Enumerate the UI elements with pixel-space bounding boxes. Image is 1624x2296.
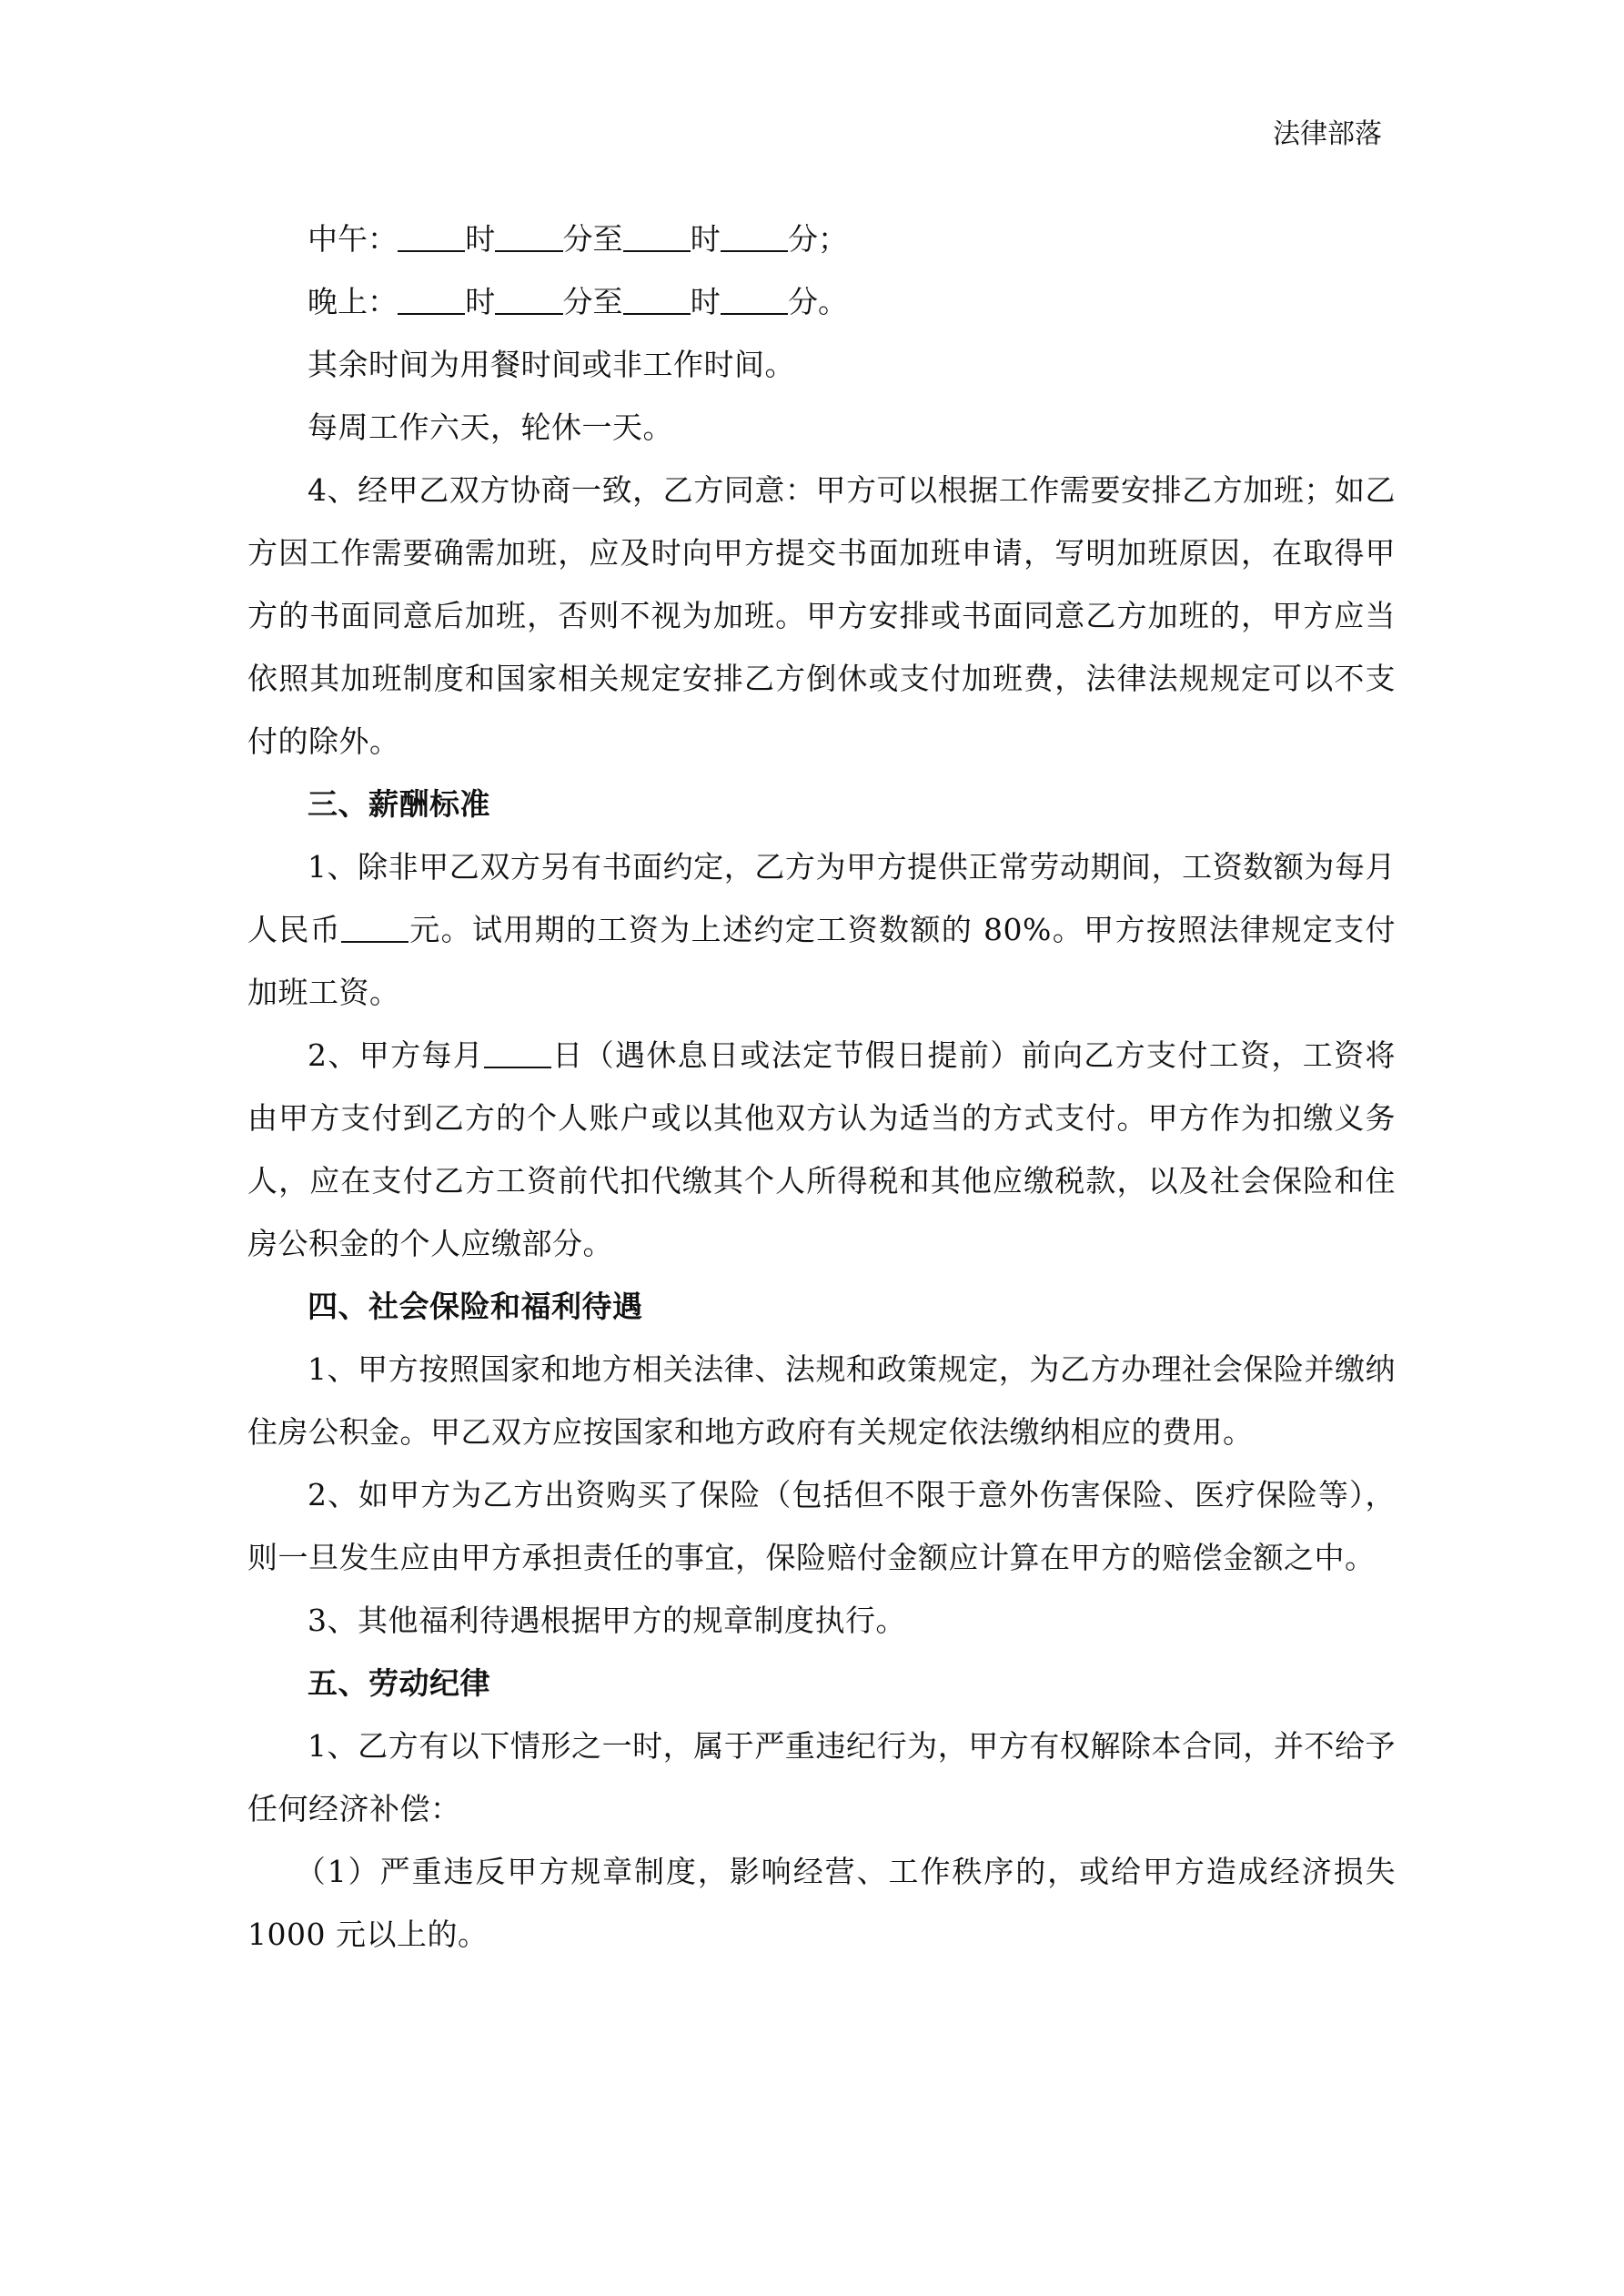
- minute-end-label: 分；: [788, 221, 848, 257]
- schedule-noon: [247, 207, 1396, 270]
- minute-to-label: 分至: [562, 221, 623, 257]
- section-heading-salary: 三、薪酬标准: [308, 786, 490, 822]
- minute-to-label: 分至: [562, 284, 623, 319]
- hour-label: 时: [465, 284, 496, 319]
- blank-field[interactable]: [721, 283, 788, 315]
- blank-field[interactable]: [721, 220, 788, 252]
- blank-field[interactable]: [495, 283, 562, 315]
- blank-field[interactable]: [398, 283, 465, 315]
- section-heading-insurance: 四、社会保险和福利待遇: [308, 1289, 643, 1324]
- blank-field[interactable]: [484, 1037, 551, 1068]
- schedule-evening: [247, 270, 1396, 333]
- paragraph-rest-time: 其余时间为用餐时间或非工作时间。: [308, 347, 795, 382]
- evening-label: 晚上：: [308, 284, 398, 319]
- payday-text-a: 2、甲方每月: [308, 1037, 485, 1073]
- hour-label: 时: [690, 221, 721, 257]
- paragraph-salary-payday: [247, 1024, 1396, 1275]
- header-brand: 法律部落: [1273, 118, 1382, 150]
- salary-text-b: 元。试用期的工资为上述约定工资数额的 80%。甲方按照法律规定支付加班工资。: [247, 912, 1396, 1010]
- payday-text-b: 日（遇休息日或法定节假日提前）前向乙方支付工资，工资将由甲方支付到乙方的个人账户或以其他双方认为适当的方式支付。甲方作为扣缴义务人，应在支付乙方工资前代扣代缴其个人所得税和其他应缴税款，以及社会保险和住房公积金的个人应缴部分。: [247, 1037, 1397, 1261]
- paragraph-insurance-3: 3、其他福利待遇根据甲方的规章制度执行。: [308, 1603, 906, 1638]
- salary-text-a: 1、除非甲乙双方另有书面约定，乙方为甲方提供正常劳动期间，工资数额为每月人民币: [247, 849, 1396, 947]
- paragraph-discipline-1-1: （1）严重违反甲方规章制度，影响经营、工作秩序的，或给甲方造成经济损失 1000 元以上的。: [247, 1854, 1396, 1952]
- blank-field[interactable]: [623, 220, 691, 252]
- paragraph-insurance-1: 1、甲方按照国家和地方相关法律、法规和政策规定，为乙方办理社会保险并缴纳住房公积金。甲乙双方应按国家和地方政府有关规定依法缴纳相应的费用。: [247, 1351, 1396, 1450]
- hour-label: 时: [690, 284, 721, 319]
- noon-label: 中午：: [308, 221, 398, 257]
- minute-end-label: 分。: [788, 284, 848, 319]
- blank-field[interactable]: [495, 220, 562, 252]
- paragraph-overtime: 4、经甲乙双方协商一致，乙方同意：甲方可以根据工作需要安排乙方加班；如乙方因工作需要确需加班，应及时向甲方提交书面加班申请，写明加班原因，在取得甲方的书面同意后加班，否则不视为加班。甲方安排或书面同意乙方加班的，甲方应当依照其加班制度和国家相关规定安排乙方倒休或支付加班费，法律法规规定可以不支付的除外。: [247, 472, 1396, 759]
- document-body: [247, 207, 1396, 1966]
- paragraph-discipline-1: 1、乙方有以下情形之一时，属于严重违纪行为，甲方有权解除本合同，并不给予任何经济补偿：: [247, 1728, 1396, 1826]
- paragraph-salary-amount: [247, 835, 1396, 1024]
- section-heading-discipline: 五、劳动纪律: [308, 1665, 490, 1701]
- blank-field[interactable]: [623, 283, 691, 315]
- hour-label: 时: [465, 221, 496, 257]
- blank-field[interactable]: [341, 911, 409, 943]
- paragraph-insurance-2: 2、如甲方为乙方出资购买了保险（包括但不限于意外伤害保险、医疗保险等），则一旦发生应由甲方承担责任的事宜，保险赔付金额应计算在甲方的赔偿金额之中。: [247, 1477, 1396, 1575]
- blank-field[interactable]: [398, 220, 465, 252]
- paragraph-work-week: 每周工作六天，轮休一天。: [308, 410, 673, 445]
